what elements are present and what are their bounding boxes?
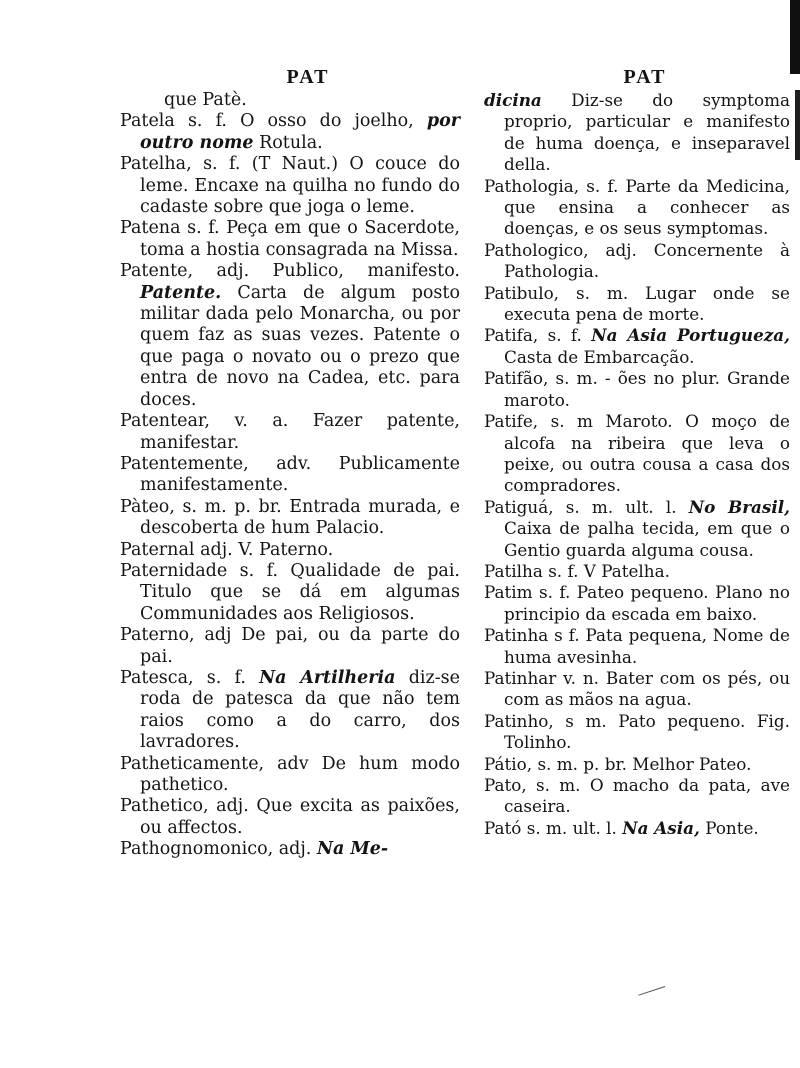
entry-definition: s. m. - ões no plur. Grande maroto. <box>504 368 790 410</box>
entry-definition: s f. Pata pequena, Nome de huma avesinha. <box>504 625 790 667</box>
entry-definition: s. f. Pateo pequeno. Plano no principio da escada em baixo. <box>504 582 790 624</box>
entry-definition: s. f. V Patelha. <box>548 560 670 581</box>
dictionary-entry <box>120 218 460 261</box>
entry-headword: Patifão, <box>484 368 549 389</box>
entry-headword: Pathologico, <box>484 239 589 260</box>
dictionary-entry <box>484 497 790 561</box>
dictionary-entry <box>120 839 460 860</box>
entry-headword: Patheticamente, <box>120 753 265 774</box>
entry-italic: Na Me- <box>316 839 389 860</box>
entry-definition: adj. <box>278 839 312 860</box>
dictionary-entry <box>120 754 460 797</box>
dictionary-entry <box>484 176 790 240</box>
entry-definition: adj. Publico, manifesto. <box>216 261 460 282</box>
entry-headword: Patinha <box>484 625 549 646</box>
entry-headword: Patelha, <box>120 154 192 175</box>
entry-headword: Patesca, <box>120 667 194 688</box>
entry-headword: Patife, <box>484 411 539 432</box>
entry-definition: s. m. Lugar onde se executa pena de morte. <box>504 282 790 325</box>
entry-definition: s m. Pato pequeno. Fig. Tolinho. <box>504 710 790 753</box>
entry-tail: diz-se roda de patesca da que não tem raios como a do carro, dos lavradores. <box>140 667 460 753</box>
dictionary-entry <box>484 325 790 368</box>
entry-tail: Caixa de palha tecida, em que o Gentio guarda alguma cousa. <box>504 518 790 560</box>
entry-italic: Na Asia Portugueza, <box>591 325 790 346</box>
dictionary-entry <box>120 540 460 561</box>
entry-headword: Patentear, <box>120 411 210 432</box>
dictionary-entry <box>120 154 460 218</box>
running-head-right: PAT <box>623 66 667 88</box>
dictionary-entry <box>484 240 790 283</box>
entry-definition: s. f. O osso do joelho, <box>187 111 414 132</box>
entry-tail: Ponte. <box>705 817 759 838</box>
entry-definition: s. m. p. br. Melhor Pateo. <box>537 753 752 774</box>
entry-headword: Patente, <box>120 261 194 282</box>
ink-smudge <box>638 986 669 1009</box>
entry-headword: Pathetico, <box>120 796 209 817</box>
entry-tail: Carta de algum posto militar dada pelo Monarcha, ou por quem faz as suas vezes. Patente o que paga o novato ou o prezo que entra de novo na Cadea, etc. para doces. <box>140 282 460 410</box>
dictionary-entry <box>120 497 460 540</box>
continuation-line: que Patè. <box>164 90 247 110</box>
entry-tail: Casta de Embarcação. <box>504 346 695 367</box>
entry-definition: s. f. Qualidade de pai. Titulo que se dá em algumas Communidades aos Religiosos. <box>140 560 460 624</box>
dictionary-entry <box>484 411 790 497</box>
entry-italic: No Brasil, <box>688 496 790 517</box>
entry-headword: Paterno, <box>120 625 195 646</box>
entry-definition: s. m. O macho da pata, ave caseira. <box>504 775 790 817</box>
entry-definition: s. f. (T Naut.) O couce do leme. Encaxe na quilha no fundo do cadaste sobre que joga o leme. <box>140 154 460 218</box>
entry-headword: Patiguá, <box>484 496 554 517</box>
entry-headword: Pato, <box>484 775 527 795</box>
dictionary-entry <box>120 668 460 754</box>
left-entries <box>120 111 460 860</box>
right-entries <box>484 176 790 840</box>
scan-edge-mark <box>795 90 800 160</box>
entry-italic: Patente. <box>140 282 222 303</box>
dictionary-entry <box>484 561 790 582</box>
entry-definition: adj. V. Paterno. <box>200 539 334 560</box>
entry-definition: s. f. <box>206 667 246 688</box>
entry-headword: Patifa, <box>484 325 539 346</box>
dictionary-entry <box>120 454 460 497</box>
entry-definition: s. m Maroto. O moço de alcofa na ribeira que leva o peixe, ou outra cousa a casa dos compradores. <box>504 411 790 496</box>
dictionary-entry <box>484 625 790 668</box>
dictionary-entry <box>484 368 790 411</box>
entry-headword: Patilha <box>484 560 543 581</box>
dictionary-entry <box>484 668 790 711</box>
right-column <box>484 64 790 839</box>
dictionary-entry <box>120 411 460 454</box>
running-head-left: PAT <box>286 66 330 88</box>
entry-headword: Patibulo, <box>484 282 560 303</box>
scan-edge-mark <box>790 0 800 74</box>
dictionary-entry <box>120 111 460 154</box>
entry-definition: s. f. <box>547 325 582 346</box>
continuation-entry <box>484 90 790 176</box>
entry-headword: Pathognomonico, <box>120 839 274 860</box>
continuation-italic: dicina <box>484 90 542 110</box>
dictionary-entry <box>484 582 790 625</box>
dictionary-entry <box>484 711 790 754</box>
entry-definition: v. a. Fazer patente, manifestar. <box>140 411 460 453</box>
dictionary-entry <box>484 283 790 326</box>
entry-definition: adv De hum modo pathetico. <box>140 753 460 795</box>
entry-italic: por outro nome <box>140 111 460 153</box>
entry-headword: Patena <box>120 218 181 239</box>
dictionary-entry <box>120 796 460 839</box>
dictionary-entry <box>120 261 460 411</box>
entry-headword: Patim <box>484 582 533 603</box>
entry-italic: Na Asia, <box>622 817 700 838</box>
entry-tail: Rotula. <box>259 132 323 153</box>
entry-headword: Pàteo, <box>120 496 175 517</box>
entry-italic: Na Artilheria <box>259 667 396 688</box>
dictionary-entry <box>484 818 790 839</box>
entry-headword: Pató <box>484 817 522 838</box>
entry-headword: Pathologia, <box>484 175 580 196</box>
entry-headword: Patentemente, <box>120 453 249 474</box>
entry-definition: s. f. Parte da Medicina, que ensina a conhecer as doenças, e os seus symptomas. <box>504 175 790 239</box>
dictionary-entry <box>120 561 460 625</box>
dictionary-entry <box>484 754 790 775</box>
entry-definition: s. m. ult. l. <box>565 496 677 517</box>
dictionary-entry <box>484 775 790 818</box>
entry-definition: adj. Que excita as paixões, ou affectos. <box>140 796 460 838</box>
entry-headword: Pátio, <box>484 753 533 774</box>
entry-headword: Paternidade <box>120 560 228 581</box>
entry-headword: Patela <box>120 111 175 132</box>
entry-definition: adv. Publicamente manifestamente. <box>140 453 460 496</box>
entry-definition: s. m. ult. l. <box>526 817 617 838</box>
entry-headword: Patinhar <box>484 667 557 688</box>
left-column <box>120 64 460 861</box>
entry-definition: adj De pai, ou da parte do pai. <box>140 625 460 667</box>
entry-definition: adj. Concernente à Pathologia. <box>504 239 790 282</box>
entry-headword: Patinho, <box>484 710 554 731</box>
entry-definition: v. n. Bater com os pés, ou com as mãos na agua. <box>504 667 790 710</box>
entry-definition: s. f. Peça em que o Sacerdote, toma a hostia consagrada na Missa. <box>140 218 460 260</box>
dictionary-entry <box>120 625 460 668</box>
entry-definition: s. m. p. br. Entrada murada, e descoberta de hum Palacio. <box>140 496 460 539</box>
entry-headword: Paternal <box>120 539 195 560</box>
continuation-text: Diz-se do symptoma proprio, particular e manifesto de huma doença, e inseparavel della. <box>504 90 790 175</box>
